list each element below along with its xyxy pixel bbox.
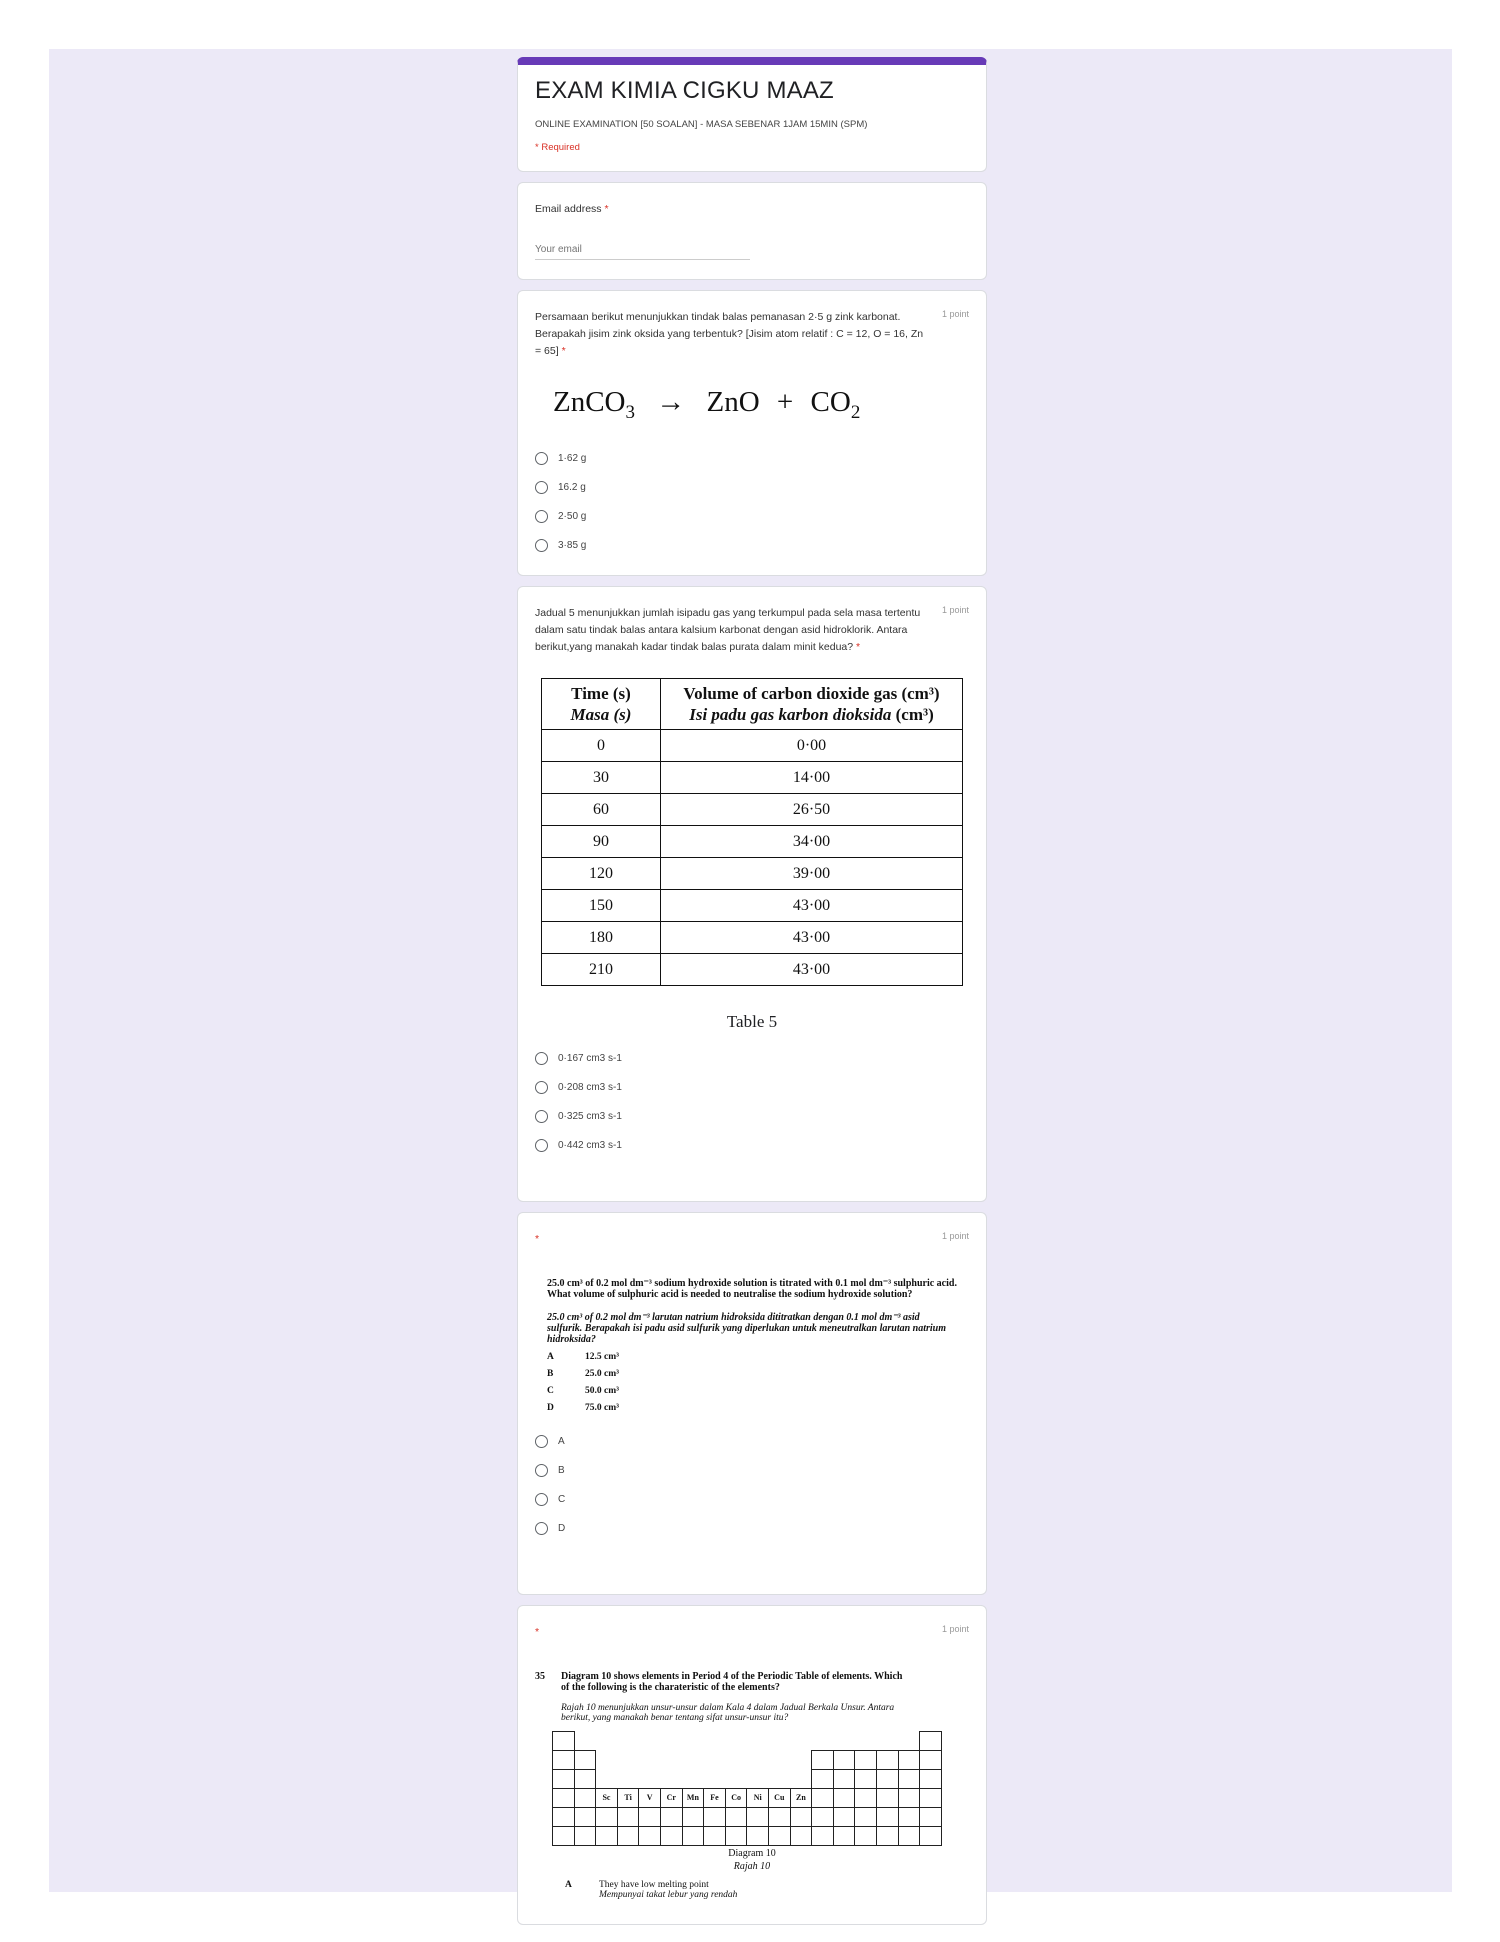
points-label: 1 point (941, 1231, 969, 1241)
question-image (535, 1671, 969, 1900)
periodic-cell (725, 1807, 748, 1827)
periodic-cell (552, 1788, 575, 1808)
form-column (517, 57, 987, 1935)
periodic-cell (617, 1807, 640, 1827)
choice-value: 50.0 cm³ (585, 1386, 619, 1396)
option-item[interactable] (535, 1073, 969, 1102)
periodic-cell (898, 1807, 921, 1827)
periodic-cell (854, 1807, 877, 1827)
form-title: EXAM KIMIA CIGKU MAAZ (535, 77, 834, 104)
header-time-en: Time (s) (571, 684, 631, 703)
periodic-cell: Fe (703, 1788, 726, 1808)
question-card-1 (517, 290, 987, 576)
option-label: 16.2 g (558, 481, 586, 493)
periodic-cell: Co (725, 1788, 748, 1808)
image-text-en: 25.0 cm³ of 0.2 mol dm⁻³ sodium hydroxide solution is titrated with 0.1 mol dm⁻³ sulphuric acid. What volume of sulphuric acid is needed to neutralise the sodium hydroxide solution? (547, 1278, 957, 1300)
equation-image (553, 386, 969, 424)
points-label: 1 point (941, 605, 969, 615)
required-note: * Required (535, 142, 580, 153)
option-item[interactable] (535, 444, 969, 473)
option-label: 0·325 cm3 s-1 (558, 1111, 622, 1122)
table-row (542, 890, 963, 922)
periodic-cell (552, 1769, 575, 1789)
table-row (542, 922, 963, 954)
table-row (542, 762, 963, 794)
table-header-row (542, 679, 963, 730)
email-input[interactable] (535, 242, 750, 260)
periodic-cell (746, 1807, 769, 1827)
diagram-caption-en: Diagram 10 (728, 1848, 776, 1859)
periodic-cell (790, 1826, 813, 1846)
radio-button[interactable] (535, 1522, 548, 1535)
periodic-cell (811, 1750, 834, 1770)
time-cell: 0 (542, 730, 661, 762)
radio-button[interactable] (535, 1435, 548, 1448)
option-label: 0·442 cm3 s-1 (558, 1140, 622, 1151)
radio-button[interactable] (535, 1139, 548, 1152)
periodic-cell (919, 1788, 942, 1808)
equation-reactant-sub: 3 (625, 401, 635, 423)
periodic-cell (876, 1826, 899, 1846)
question-card-3 (517, 1212, 987, 1595)
radio-button[interactable] (535, 1052, 548, 1065)
radio-button[interactable] (535, 1081, 548, 1094)
question-number: 35 (535, 1671, 545, 1682)
periodic-cell (919, 1731, 942, 1751)
form-background (49, 49, 1452, 1900)
option-item[interactable] (535, 1456, 969, 1485)
option-item[interactable] (535, 531, 969, 560)
periodic-cell (811, 1788, 834, 1808)
equation-plus: + (776, 386, 794, 418)
periodic-cell (552, 1731, 575, 1751)
required-star: * (535, 1233, 540, 1245)
choice-value: 75.0 cm³ (585, 1403, 619, 1413)
table-row (542, 858, 963, 890)
option-item[interactable] (535, 1131, 969, 1160)
periodic-cell (660, 1807, 683, 1827)
periodic-cell (919, 1807, 942, 1827)
image-choice-a (565, 1880, 969, 1900)
option-item[interactable] (535, 473, 969, 502)
volume-cell: 26·50 (661, 794, 963, 826)
periodic-cell (574, 1750, 597, 1770)
volume-cell: 43·00 (661, 954, 963, 986)
equation-product-1: ZnO (706, 386, 760, 418)
periodic-cell (898, 1788, 921, 1808)
image-choice (547, 1349, 957, 1366)
equation-product-2: CO (810, 386, 851, 418)
header-volume-ms-line (665, 704, 958, 725)
periodic-cell: Ti (617, 1788, 640, 1808)
table-caption: Table 5 (726, 1012, 778, 1031)
equation-reactant: ZnCO (553, 386, 626, 418)
periodic-cell (833, 1807, 856, 1827)
periodic-cell (854, 1750, 877, 1770)
periodic-cell (682, 1807, 705, 1827)
periodic-cell (703, 1826, 726, 1846)
periodic-cell (876, 1769, 899, 1789)
volume-cell: 43·00 (661, 922, 963, 954)
options-list (535, 444, 969, 560)
option-item[interactable] (535, 1485, 969, 1514)
periodic-cell (919, 1826, 942, 1846)
periodic-cell (768, 1826, 791, 1846)
periodic-cell: Cu (768, 1788, 791, 1808)
option-label: 3·85 g (558, 539, 587, 551)
volume-cell: 43·00 (661, 890, 963, 922)
option-label: 1·62 g (558, 452, 587, 464)
volume-cell: 0·00 (661, 730, 963, 762)
choice-value: 12.5 cm³ (585, 1352, 619, 1362)
periodic-cell (746, 1826, 769, 1846)
option-item[interactable] (535, 1427, 969, 1456)
periodic-cell: V (638, 1788, 661, 1808)
periodic-cell (833, 1769, 856, 1789)
volume-cell: 14·00 (661, 762, 963, 794)
table-header-volume (661, 679, 963, 730)
periodic-cell: Mn (682, 1788, 705, 1808)
periodic-cell (811, 1807, 834, 1827)
periodic-cell (703, 1807, 726, 1827)
choice-text-en: They have low melting point (599, 1880, 709, 1890)
time-cell: 60 (542, 794, 661, 826)
question-text-body: Persamaan berikut menunjukkan tindak balas pemanasan 2·5 g zink karbonat. Berapakah jisim zink oksida yang terbentuk? [Jisim atom relatif : C = 12, O = 16, Zn = 65] (535, 311, 924, 357)
periodic-cell (638, 1826, 661, 1846)
header-time-ms: Masa (s) (570, 705, 632, 724)
option-label: 0·167 cm3 s-1 (558, 1053, 622, 1064)
question-text (535, 1624, 925, 1641)
periodic-cell (811, 1769, 834, 1789)
question-text-body: Jadual 5 menunjukkan jumlah isipadu gas yang terkumpul pada sela masa tertentu dalam satu tindak balas antara kalsium karbonat dengan asid hidroklorik. Antara berikut,yang manakah kadar tindak balas purata dalam minit kedua? (535, 607, 921, 653)
time-cell: 120 (542, 858, 661, 890)
equation-arrow: → (656, 386, 686, 418)
periodic-cell (854, 1769, 877, 1789)
radio-button[interactable] (535, 510, 548, 523)
time-cell: 150 (542, 890, 661, 922)
periodic-cell (725, 1826, 748, 1846)
radio-button[interactable] (535, 481, 548, 494)
header-volume-en: Volume of carbon dioxide gas (cm³) (683, 684, 940, 703)
time-cell: 180 (542, 922, 661, 954)
option-label: A (558, 1436, 565, 1447)
periodic-cell (876, 1807, 899, 1827)
radio-button[interactable] (535, 539, 548, 552)
points-label: 1 point (941, 1624, 969, 1634)
header-volume-ms: Isi padu gas karbon dioksida (689, 705, 892, 724)
periodic-cell: Sc (595, 1788, 618, 1808)
periodic-cell (811, 1826, 834, 1846)
choice-text-ms: Mempunyai takat lebur yang rendah (599, 1890, 738, 1900)
choice-letter: D (547, 1403, 554, 1413)
time-cell: 210 (542, 954, 661, 986)
image-text-ms: Rajah 10 menunjukkan unsur-unsur dalam Kala 4 dalam Jadual Berkala Unsur. Antara berikut, yang manakah benar tentang sifat unsur-unsur itu? (561, 1703, 895, 1723)
points-label: 1 point (941, 309, 969, 319)
table-header-time (542, 679, 661, 730)
periodic-cell (833, 1826, 856, 1846)
time-cell: 90 (542, 826, 661, 858)
required-star: * (561, 345, 566, 357)
email-label (535, 201, 925, 218)
choice-letter: B (547, 1369, 554, 1379)
email-card (517, 182, 987, 280)
option-label: 0·208 cm3 s-1 (558, 1082, 622, 1093)
option-label: B (558, 1465, 565, 1476)
required-star: * (604, 203, 609, 215)
choice-letter: C (547, 1386, 554, 1396)
image-text-ms: 25.0 cm³ of 0.2 mol dm⁻³ larutan natrium hidroksida dititratkan dengan 0.1 mol dm⁻³ asid sulfurik. Berapakah isi padu asid sulfurik yang diperlukan untuk meneutralkan larutan natrium hidroksida? (547, 1312, 947, 1345)
options-list (535, 1044, 969, 1160)
form-description: ONLINE EXAMINATION [50 SOALAN] - MASA SEBENAR 1JAM 15MIN (SPM) (535, 119, 868, 130)
periodic-cell (833, 1788, 856, 1808)
periodic-cell (919, 1769, 942, 1789)
image-text-en: Diagram 10 shows elements in Period 4 of the Periodic Table of elements. Which of the following is the charateristic of the elements? (561, 1671, 903, 1693)
periodic-cell (574, 1788, 597, 1808)
option-item[interactable] (535, 502, 969, 531)
option-label: D (558, 1523, 566, 1534)
question-text (535, 309, 925, 360)
periodic-cell (898, 1750, 921, 1770)
required-star: * (535, 1626, 540, 1638)
periodic-cell: Zn (790, 1788, 813, 1808)
radio-button[interactable] (535, 452, 548, 465)
option-item[interactable] (535, 1044, 969, 1073)
question-text (535, 605, 925, 656)
periodic-cell (876, 1788, 899, 1808)
table-row (542, 730, 963, 762)
volume-cell: 39·00 (661, 858, 963, 890)
periodic-cell (552, 1750, 575, 1770)
image-choice (547, 1366, 957, 1383)
question-card-2 (517, 586, 987, 1202)
periodic-cell: Ni (746, 1788, 769, 1808)
radio-button[interactable] (535, 1464, 548, 1477)
image-choice (547, 1383, 957, 1400)
choice-text (599, 1880, 737, 1900)
table-row (542, 794, 963, 826)
periodic-cell (768, 1807, 791, 1827)
periodic-cell (854, 1788, 877, 1808)
periodic-cell (574, 1826, 597, 1846)
question-image (547, 1278, 957, 1417)
periodic-cell (833, 1750, 856, 1770)
periodic-cell (854, 1826, 877, 1846)
question-card-4 (517, 1605, 987, 1925)
choice-value: 25.0 cm³ (585, 1369, 619, 1379)
volume-cell: 34·00 (661, 826, 963, 858)
options-list (535, 1427, 969, 1543)
periodic-cell (660, 1826, 683, 1846)
periodic-table-diagram (552, 1731, 942, 1846)
header-volume-ms-unit: (cm³) (895, 705, 934, 724)
periodic-cell (898, 1769, 921, 1789)
radio-button[interactable] (535, 1493, 548, 1506)
periodic-cell (574, 1807, 597, 1827)
periodic-cell (574, 1769, 597, 1789)
option-item[interactable] (535, 1514, 969, 1543)
periodic-cell (552, 1807, 575, 1827)
periodic-cell (552, 1826, 575, 1846)
form-header-card (517, 57, 987, 172)
periodic-cell: Cr (660, 1788, 683, 1808)
image-question-line (535, 1671, 969, 1693)
option-label: 2·50 g (558, 510, 587, 522)
option-label: C (558, 1494, 566, 1505)
periodic-cell (876, 1750, 899, 1770)
radio-button[interactable] (535, 1110, 548, 1123)
data-table (541, 678, 963, 986)
table-row (542, 954, 963, 986)
image-choices (547, 1349, 957, 1417)
choice-letter: A (547, 1352, 554, 1362)
periodic-cell (682, 1826, 705, 1846)
question-text (535, 1231, 925, 1248)
table-image (535, 678, 969, 1032)
time-cell: 30 (542, 762, 661, 794)
periodic-cell (638, 1807, 661, 1827)
periodic-cell (898, 1826, 921, 1846)
option-item[interactable] (535, 1102, 969, 1131)
required-star: * (856, 641, 861, 653)
email-label-text: Email address (535, 203, 602, 215)
table-row (542, 826, 963, 858)
periodic-cell (595, 1826, 618, 1846)
periodic-cell (790, 1807, 813, 1827)
choice-letter: A (565, 1880, 572, 1890)
periodic-cell (595, 1807, 618, 1827)
periodic-cell (919, 1750, 942, 1770)
diagram-caption-ms: Rajah 10 (733, 1861, 771, 1872)
equation-product-2-sub: 2 (850, 401, 861, 423)
image-choice (547, 1400, 957, 1417)
periodic-cell (617, 1826, 640, 1846)
